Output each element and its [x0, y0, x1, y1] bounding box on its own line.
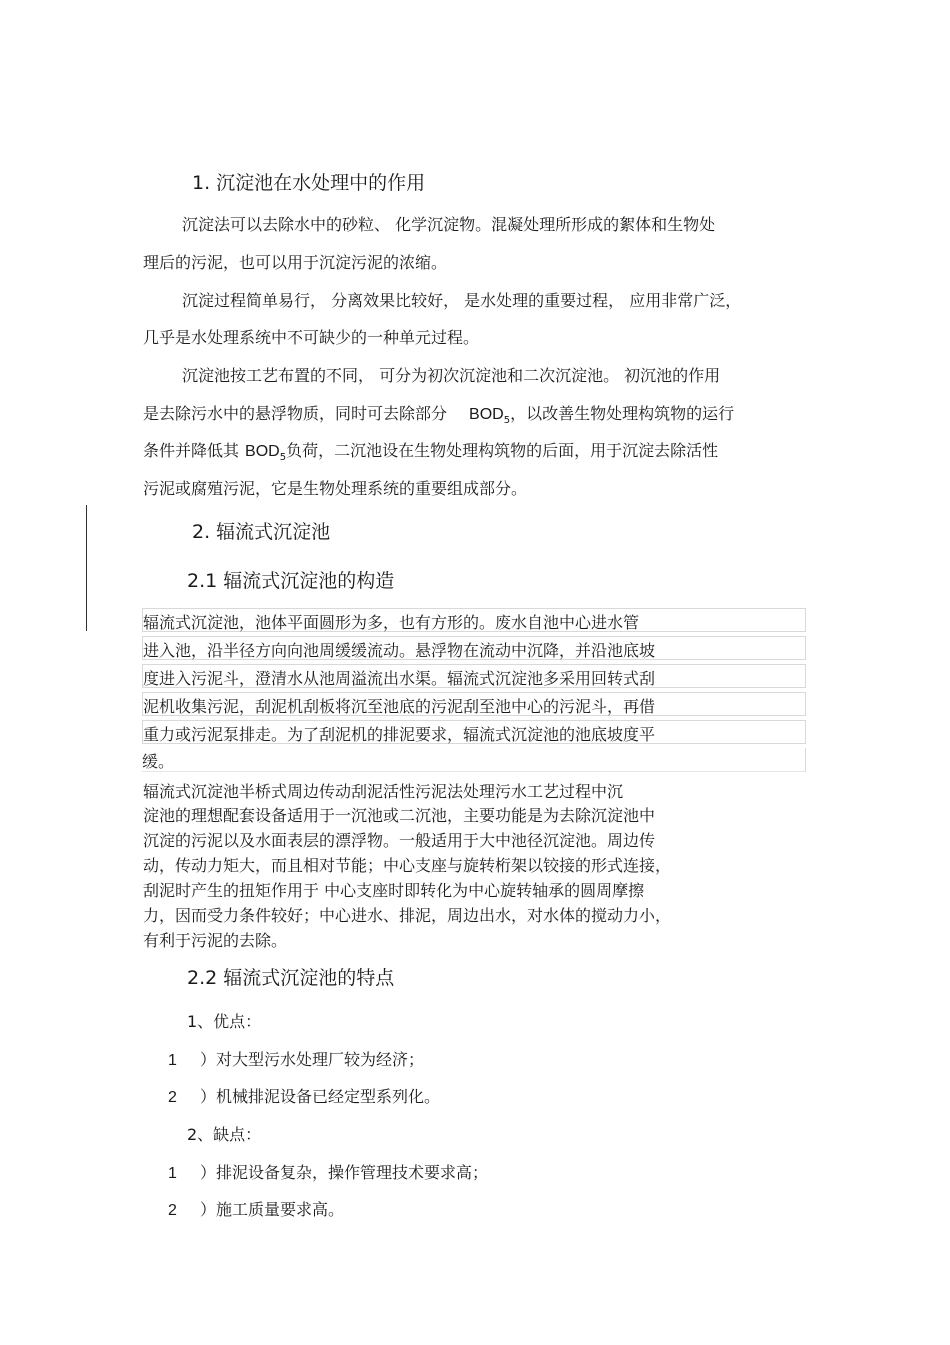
subsection-2-2-heading: 2.2 辐流式沉淀池的特点	[187, 967, 395, 989]
list-number: 1	[168, 1052, 177, 1069]
list-number: 2	[168, 1089, 177, 1106]
list-text: ）对大型污水处理厂较为经济；	[200, 1050, 425, 1069]
list-text: ）机械排泥设备已经定型系列化。	[200, 1087, 441, 1106]
margin-rule	[86, 505, 87, 631]
paragraph-line: 沉淀池按工艺布置的不同， 可分为初次沉淀池和二次沉淀池。 初沉池的作用	[182, 366, 721, 385]
table-cell: 度进入污泥斗，澄清水从池周溢流出水渠。辐流式沉淀池多采用回转式刮	[143, 669, 656, 688]
list-item	[168, 1160, 488, 1183]
advantages-label: 1、优点：	[187, 1012, 262, 1031]
list-text: ）排泥设备复杂，操作管理技术要求高；	[200, 1163, 489, 1182]
list-text: ）施工质量要求高。	[200, 1200, 345, 1219]
paragraph-line	[143, 401, 734, 426]
table-row	[142, 636, 806, 660]
paragraph-line: 理后的污泥，也可以用于沉淀污泥的浓缩。	[143, 253, 448, 272]
disadvantages-label: 2、缺点：	[187, 1125, 262, 1144]
table-cell: 泥机收集污泥，刮泥机刮板将沉至池底的污泥刮至池中心的污泥斗，再借	[143, 697, 656, 716]
table-row	[142, 692, 806, 716]
table-row	[142, 748, 806, 772]
paragraph-line: 沉淀的污泥以及水面表层的漂浮物。一般适用于大中池径沉淀池。周边传	[143, 831, 656, 850]
section-2-heading: 2. 辐流式沉淀池	[192, 521, 331, 543]
subsection-2-1-heading: 2.1 辐流式沉淀池的构造	[187, 570, 395, 592]
table-cell: 重力或污泥泵排走。为了刮泥机的排泥要求，辐流式沉淀池的池底坡度平	[143, 725, 656, 744]
paragraph-line: 刮泥时产生的扭矩作用于 中心支座时即转化为中心旋转轴承的圆周摩擦	[143, 881, 645, 900]
table-row	[142, 664, 806, 688]
list-item	[168, 1084, 440, 1107]
text-segment: 条件并降低其	[143, 441, 240, 460]
bod-subscript: 5	[279, 452, 287, 464]
list-item	[168, 1047, 424, 1070]
table-row	[142, 608, 806, 632]
bod-label: BOD	[245, 443, 280, 460]
list-item	[168, 1197, 344, 1220]
table-row	[142, 720, 806, 744]
paragraph-line: 污泥或腐殖污泥，它是生物处理系统的重要组成部分。	[143, 479, 528, 498]
paragraph-line: 辐流式沉淀池半桥式周边传动刮泥活性污泥法处理污水工艺过程中沉	[143, 782, 624, 801]
bod-subscript: 5	[503, 415, 511, 427]
paragraph-line: 沉淀法可以去除水中的砂粒、 化学沉淀物。混凝处理所形成的絮体和生物处	[182, 215, 716, 234]
table-cell: 缓。	[142, 752, 175, 771]
list-number: 2	[168, 1202, 177, 1219]
table-cell: 进入池，沿半径方向向池周缓缓流动。悬浮物在流动中沉降，并沿池底坡	[143, 641, 656, 660]
paragraph-line: 动，传动力矩大，而且相对节能；中心支座与旋转桁架以铰接的形式连接，	[143, 856, 672, 875]
paragraph-line: 有利于污泥的去除。	[143, 931, 288, 950]
paragraph-line: 力，因而受力条件较好；中心进水、排泥，周边出水，对水体的搅动力小，	[143, 906, 672, 925]
paragraph-line: 淀池的理想配套设备适用于一沉池或二沉池，主要功能是为去除沉淀池中	[143, 806, 656, 825]
table-cell: 辐流式沉淀池，池体平面圆形为多，也有方形的。废水自池中心进水管	[143, 613, 640, 632]
list-number: 1	[168, 1165, 177, 1182]
paragraph-line	[143, 438, 718, 463]
text-segment: ，以改善生物处理构筑物的运行	[510, 404, 735, 423]
paragraph-line: 沉淀过程简单易行， 分离效果比较好， 是水处理的重要过程， 应用非常广泛，	[182, 291, 742, 310]
paragraph-line: 几乎是水处理系统中不可缺少的一种单元过程。	[143, 328, 480, 347]
text-segment: 是去除污水中的悬浮物质，同时可去除部分	[143, 404, 448, 423]
bod-label: BOD	[469, 406, 504, 423]
text-segment: 负荷，二沉池设在生物处理构筑物的后面，用于沉淀去除活性	[286, 441, 719, 460]
section-1-heading: 1. 沉淀池在水处理中的作用	[192, 172, 426, 194]
